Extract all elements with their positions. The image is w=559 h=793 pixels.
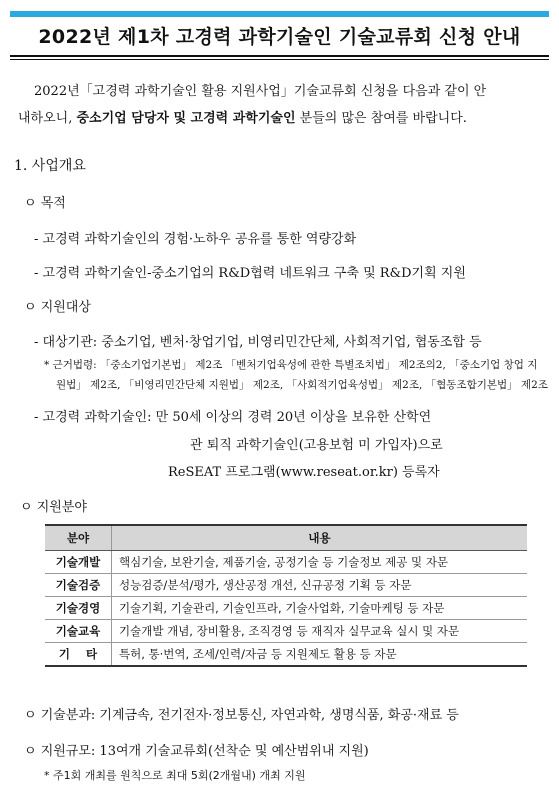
table-header-row xyxy=(45,525,527,551)
table-cell-cat: 기술교육 xyxy=(45,620,112,643)
purpose-item-1: - 고경력 과학기술인의 경험·노하우 공유를 통한 역량강화 xyxy=(34,232,357,247)
intro-line-1: 2022년「고경력 과학기술인 활용 지원사업」기술교류회 신청을 다음과 같이 안 xyxy=(34,84,487,99)
target-law-2: 원법」 제2조, 「비영리민간단체 지원법」 제2조, 「사회적기업육성법」 제2조, 「협동조합기본법」 제2조 xyxy=(56,379,548,391)
field-table xyxy=(45,524,527,667)
table-cell-cat: 기 타 xyxy=(45,643,112,667)
table-cell-cat: 기술검증 xyxy=(45,574,112,597)
target-org: - 대상기관: 중소기업, 벤처·창업기업, 비영리민간단체, 사회적기업, 협동조합 등 xyxy=(34,335,482,350)
table-cell-cat: 기술개발 xyxy=(45,551,112,574)
purpose-heading: ㅇ 목적 xyxy=(24,196,66,211)
target-scientist-1: - 고경력 과학기술인: 만 50세 이상의 경력 20년 이상을 보유한 산학연 xyxy=(34,410,432,425)
table-cell-desc: 성능검증/분석/평가, 생산공정 개선, 신규공정 기획 등 자문 xyxy=(112,574,528,597)
title-rule-thick xyxy=(10,55,549,57)
intro-emphasis: 중소기업 담당자 및 고경력 과학기술인 xyxy=(76,111,296,126)
intro-line-2 xyxy=(18,107,467,126)
table-header-desc: 내용 xyxy=(112,525,528,551)
table-header-cat: 분야 xyxy=(45,525,112,551)
intro-line-2-a: 내하오니, xyxy=(18,111,77,126)
table-cell-desc: 특허, 통·번역, 조세/인력/자금 등 지원제도 활용 등 자문 xyxy=(112,643,528,667)
target-law-1: * 근거법령: 「중소기업기본법」 제2조 「벤처기업육성에 관한 특별조치법」 제2조의2, 「중소기업 창업 지 xyxy=(44,359,538,371)
table-cell-desc: 핵심기술, 보완기술, 제품기술, 공정기술 등 기술정보 제공 및 자문 xyxy=(112,551,528,574)
title-rule-thin xyxy=(10,59,549,60)
table-cell-desc: 기술기획, 기술관리, 기술인프라, 기술사업화, 기술마케팅 등 자문 xyxy=(112,597,528,620)
table-row xyxy=(45,551,527,574)
support-scale: ㅇ 지원규모: 13여개 기술교류회(선착순 및 예산범위내 지원) xyxy=(24,744,369,759)
page-title: 2022년 제1차 고경력 과학기술인 기술교류회 신청 안내 xyxy=(38,26,521,48)
section-heading: 1. 사업개요 xyxy=(14,158,86,174)
field-heading: ㅇ 지원분야 xyxy=(20,500,87,515)
header-accent-bar xyxy=(10,11,549,17)
target-scientist-3: ReSEAT 프로그램(www.reseat.or.kr) 등록자 xyxy=(168,465,440,480)
support-scale-note: * 주1회 개최를 원칙으로 최대 5회(2개월내) 개최 지원 xyxy=(44,769,306,782)
table-row xyxy=(45,597,527,620)
table-row xyxy=(45,574,527,597)
intro-line-2-c: 분들의 많은 참여를 바랍니다. xyxy=(295,111,467,126)
tech-divisions: ㅇ 기술분과: 기계금속, 전기전자·정보통신, 자연과학, 생명식품, 화공·재료 등 xyxy=(24,708,459,723)
table-cell-cat: 기술경영 xyxy=(45,597,112,620)
table-cell-desc: 기술개발 개념, 장비활용, 조직경영 등 재직자 실무교육 실시 및 자문 xyxy=(112,620,528,643)
target-scientist-2: 관 퇴직 과학기술인(고용보험 미 가입자)으로 xyxy=(190,438,443,453)
table-row xyxy=(45,620,527,643)
purpose-item-2: - 고경력 과학기술인-중소기업의 R&D협력 네트워크 구축 및 R&D기획 지원 xyxy=(34,266,466,281)
target-heading: ㅇ 지원대상 xyxy=(24,300,91,315)
table-row xyxy=(45,643,527,667)
